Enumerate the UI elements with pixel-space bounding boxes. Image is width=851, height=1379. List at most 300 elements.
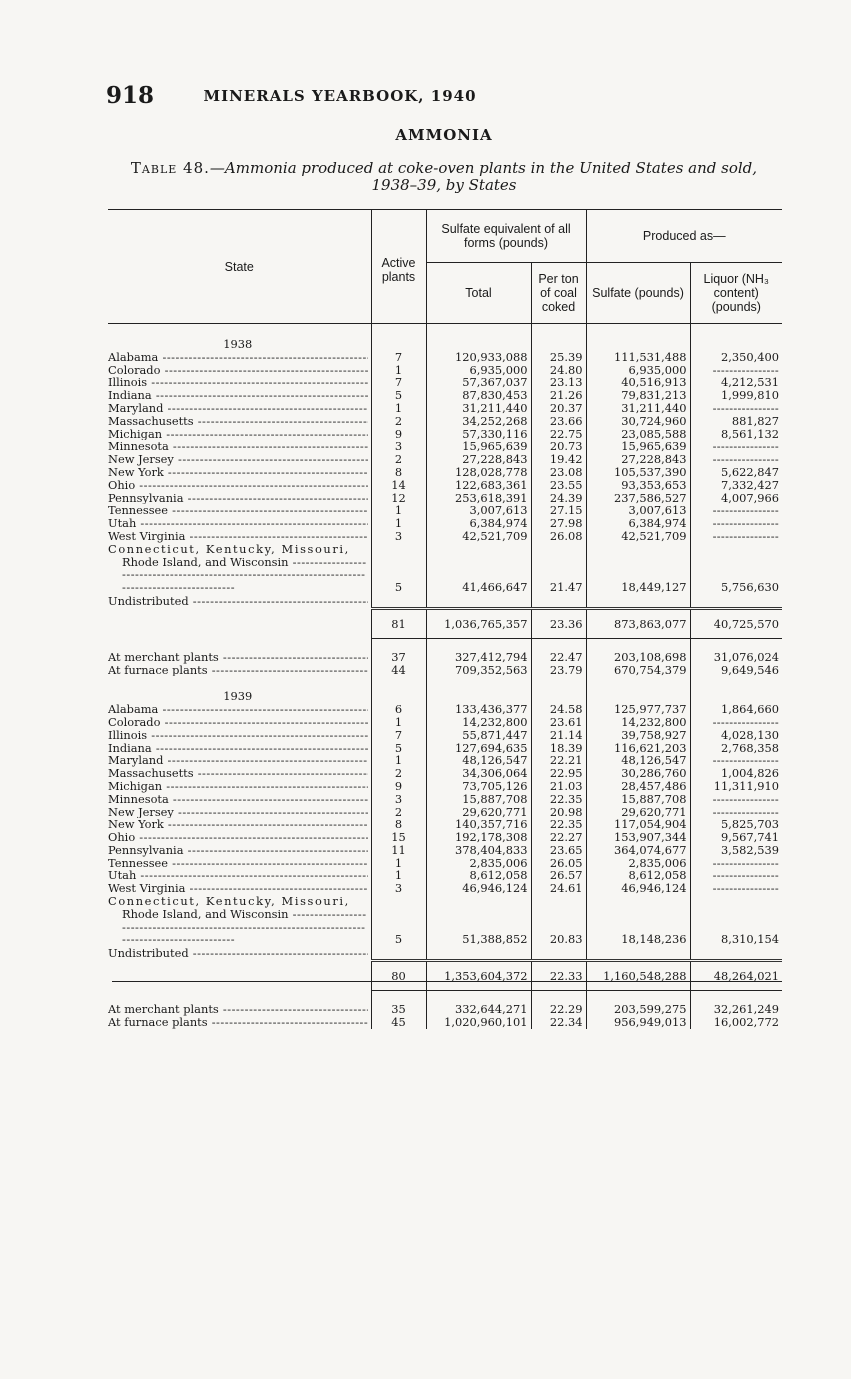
liquor-cell: 8,310,154 <box>690 895 782 946</box>
total-cell: 73,705,126 <box>426 780 531 793</box>
sulfate-cell: 40,516,913 <box>586 376 690 389</box>
state-cell <box>108 466 371 479</box>
per-ton-cell: 23.65 <box>531 844 586 857</box>
sulfate-cell: 105,537,390 <box>586 466 690 479</box>
state-row <box>108 806 782 819</box>
per-ton-cell: 23.55 <box>531 479 586 492</box>
total-plants-cell: 81 <box>371 608 426 638</box>
state-row <box>108 818 782 831</box>
sulfate-cell: 117,054,904 <box>586 818 690 831</box>
empty-cell <box>531 336 586 351</box>
empty-cell <box>426 991 531 1004</box>
empty-cell <box>426 676 531 688</box>
col-header-per-ton: Per ton of coal coked <box>531 263 586 324</box>
per-ton-cell: 22.27 <box>531 831 586 844</box>
liquor-cell-blank <box>690 364 782 377</box>
plants-cell: 14 <box>371 479 426 492</box>
total-cell: 34,252,268 <box>426 415 531 428</box>
undistributed-label-text: Undistributed ----- <box>108 595 368 608</box>
liquor-cell: 1,004,826 <box>690 767 782 780</box>
caption-text: —Ammonia produced at coke-oven plants in the United States and sold, 1938–39, by States <box>209 159 758 194</box>
dash-cell <box>426 946 531 960</box>
total-cell: 133,436,377 <box>426 703 531 716</box>
state-cell <box>108 818 371 831</box>
total-cell: 192,178,308 <box>426 831 531 844</box>
page-number: 918 <box>106 82 155 109</box>
sulfate-cell: 8,612,058 <box>586 869 690 882</box>
total-cell: 51,388,852 <box>426 895 531 946</box>
plants-cell: 9 <box>371 780 426 793</box>
spacer-row <box>108 638 782 651</box>
state-cell-text: Pennsylvania ----- <box>108 492 368 505</box>
liquor-cell: 7,332,427 <box>690 479 782 492</box>
liquor-cell-blank <box>690 869 782 882</box>
state-row <box>108 364 782 377</box>
leader-dashes <box>713 754 779 767</box>
state-cell-text: Alabama ----- <box>108 703 368 716</box>
furnace-plants-row <box>108 664 782 677</box>
sulfate-cell: 23,085,588 <box>586 428 690 441</box>
state-row <box>108 415 782 428</box>
total-sulfate-cell: 1,160,548,288 <box>586 961 690 991</box>
state-row <box>108 530 782 543</box>
total-per-ton-cell: 22.33 <box>531 961 586 991</box>
leader-dashes <box>713 857 779 870</box>
empty-cell <box>108 638 371 651</box>
total-cell: 2,835,006 <box>426 857 531 870</box>
state-cell <box>108 651 371 664</box>
ammonia-table-container <box>108 209 782 1029</box>
state-cell <box>108 440 371 453</box>
sulfate-cell: 14,232,800 <box>586 716 690 729</box>
empty-cell <box>108 991 371 1004</box>
col-header-liquor: Liquor (NH₃ content) (pounds) <box>690 263 782 324</box>
empty-cell <box>531 688 586 703</box>
caption-label: Table 48. <box>130 159 210 177</box>
sulfate-cell: 39,758,927 <box>586 729 690 742</box>
state-row <box>108 440 782 453</box>
liquor-cell-blank <box>690 754 782 767</box>
sulfate-cell: 6,384,974 <box>586 517 690 530</box>
empty-cell <box>426 336 531 351</box>
table-body <box>108 324 782 1029</box>
total-cell: 128,028,778 <box>426 466 531 479</box>
state-cell <box>108 530 371 543</box>
year-label: 1939 <box>108 688 371 703</box>
total-per-ton-cell: 23.36 <box>531 608 586 638</box>
sulfate-cell: 93,353,653 <box>586 479 690 492</box>
liquor-cell: 881,827 <box>690 415 782 428</box>
per-ton-cell: 26.57 <box>531 869 586 882</box>
empty-cell <box>426 638 531 651</box>
plants-cell: 1 <box>371 716 426 729</box>
empty-cell <box>586 688 690 703</box>
total-row <box>108 608 782 638</box>
liquor-cell: 11,311,910 <box>690 780 782 793</box>
dash-cell <box>371 594 426 608</box>
plants-cell: 2 <box>371 767 426 780</box>
total-cell: 31,211,440 <box>426 402 531 415</box>
per-ton-cell: 22.75 <box>531 428 586 441</box>
state-cell-text: Minnesota ----- <box>108 793 368 806</box>
other-states-row <box>108 895 782 946</box>
sulfate-cell: 30,286,760 <box>586 767 690 780</box>
plants-cell: 1 <box>371 504 426 517</box>
sulfate-cell: 79,831,213 <box>586 389 690 402</box>
year-heading-row <box>108 688 782 703</box>
state-cell <box>108 402 371 415</box>
total-cell: 140,357,716 <box>426 818 531 831</box>
state-cell-text: Illinois ----- <box>108 376 368 389</box>
sulfate-cell: 18,148,236 <box>586 895 690 946</box>
state-cell <box>108 767 371 780</box>
state-row <box>108 703 782 716</box>
plants-cell: 2 <box>371 806 426 819</box>
per-ton-cell: 22.21 <box>531 754 586 767</box>
state-cell-text: Colorado ----- <box>108 364 368 377</box>
state-cell <box>108 504 371 517</box>
sulfate-cell: 153,907,344 <box>586 831 690 844</box>
liquor-cell-blank <box>690 530 782 543</box>
empty-cell <box>371 324 426 337</box>
total-total-cell: 1,036,765,357 <box>426 608 531 638</box>
per-ton-cell: 21.14 <box>531 729 586 742</box>
undistributed-label <box>108 594 371 608</box>
plants-cell: 8 <box>371 466 426 479</box>
per-ton-cell: 22.95 <box>531 767 586 780</box>
total-cell: 120,933,088 <box>426 351 531 364</box>
plants-cell: 5 <box>371 895 426 946</box>
state-cell-text: At furnace plants ----- <box>108 664 368 677</box>
state-row <box>108 479 782 492</box>
plants-cell: 3 <box>371 440 426 453</box>
total-cell: 709,352,563 <box>426 664 531 677</box>
total-cell: 332,644,271 <box>426 1003 531 1016</box>
sulfate-cell: 6,935,000 <box>586 364 690 377</box>
other-states-line2: Rhode Island, and Wisconsin ----- <box>108 908 368 946</box>
sulfate-cell: 29,620,771 <box>586 806 690 819</box>
state-cell <box>108 479 371 492</box>
state-row <box>108 869 782 882</box>
other-states-line1: Connecticut, Kentucky, Missouri, <box>108 542 350 556</box>
state-cell <box>108 428 371 441</box>
plants-cell: 1 <box>371 364 426 377</box>
other-states-line1: Connecticut, Kentucky, Missouri, <box>108 895 350 909</box>
liquor-cell: 2,768,358 <box>690 742 782 755</box>
per-ton-cell: 22.34 <box>531 1016 586 1029</box>
plants-cell: 7 <box>371 729 426 742</box>
dash-cell <box>690 946 782 960</box>
liquor-cell: 5,825,703 <box>690 818 782 831</box>
sulfate-cell: 956,949,013 <box>586 1016 690 1029</box>
state-cell-text: At merchant plants ----- <box>108 1003 368 1016</box>
sulfate-cell: 31,211,440 <box>586 402 690 415</box>
per-ton-cell: 22.47 <box>531 651 586 664</box>
liquor-cell: 9,567,741 <box>690 831 782 844</box>
total-cell: 15,887,708 <box>426 793 531 806</box>
plants-cell: 1 <box>371 517 426 530</box>
liquor-cell: 5,756,630 <box>690 543 782 594</box>
leader-dashes <box>713 440 779 453</box>
total-total-cell: 1,353,604,372 <box>426 961 531 991</box>
total-cell: 48,126,547 <box>426 754 531 767</box>
empty-cell <box>371 991 426 1004</box>
state-row <box>108 402 782 415</box>
leader-dashes <box>713 364 779 377</box>
plants-cell: 45 <box>371 1016 426 1029</box>
state-cell <box>108 376 371 389</box>
sulfate-cell: 364,074,677 <box>586 844 690 857</box>
state-row <box>108 466 782 479</box>
liquor-cell: 1,999,810 <box>690 389 782 402</box>
sulfate-cell: 28,457,486 <box>586 780 690 793</box>
empty-cell <box>531 676 586 688</box>
liquor-cell-blank <box>690 453 782 466</box>
total-cell: 29,620,771 <box>426 806 531 819</box>
empty-cell <box>371 638 426 651</box>
per-ton-cell: 24.58 <box>531 703 586 716</box>
state-cell <box>108 729 371 742</box>
state-row <box>108 428 782 441</box>
leader-dashes <box>713 504 779 517</box>
sulfate-cell: 111,531,488 <box>586 351 690 364</box>
plants-cell: 9 <box>371 428 426 441</box>
total-plants-cell: 80 <box>371 961 426 991</box>
per-ton-cell: 25.39 <box>531 351 586 364</box>
state-cell-text: West Virginia ----- <box>108 530 368 543</box>
state-row <box>108 351 782 364</box>
state-row <box>108 504 782 517</box>
running-head: MINERALS YEARBOOK, 1940 <box>203 87 477 105</box>
per-ton-cell: 27.98 <box>531 517 586 530</box>
total-liquor-cell: 40,725,570 <box>690 608 782 638</box>
undistributed-label <box>108 946 371 960</box>
empty-cell <box>586 638 690 651</box>
plants-cell: 3 <box>371 882 426 895</box>
leader-dashes <box>713 793 779 806</box>
sulfate-cell: 42,521,709 <box>586 530 690 543</box>
state-cell-text: Tennessee ----- <box>108 504 368 517</box>
total-cell: 57,330,116 <box>426 428 531 441</box>
per-ton-cell: 26.08 <box>531 530 586 543</box>
liquor-cell-blank <box>690 857 782 870</box>
table-caption <box>106 160 782 194</box>
state-row <box>108 831 782 844</box>
state-cell-text: Michigan ----- <box>108 780 368 793</box>
dash-cell <box>531 946 586 960</box>
total-cell: 253,618,391 <box>426 492 531 505</box>
liquor-cell-blank <box>690 716 782 729</box>
dash-cell <box>371 946 426 960</box>
state-cell-text: Utah ----- <box>108 869 368 882</box>
total-cell: 327,412,794 <box>426 651 531 664</box>
total-cell: 46,946,124 <box>426 882 531 895</box>
state-cell-text: Minnesota ----- <box>108 440 368 453</box>
liquor-cell-blank <box>690 806 782 819</box>
state-row <box>108 729 782 742</box>
empty-cell <box>690 324 782 337</box>
dash-cell <box>586 594 690 608</box>
empty-cell <box>371 676 426 688</box>
plants-cell: 5 <box>371 389 426 402</box>
state-cell <box>108 754 371 767</box>
state-cell-text: Utah ----- <box>108 517 368 530</box>
spacer-row <box>108 676 782 688</box>
year-heading-row <box>108 336 782 351</box>
empty-cell <box>108 961 371 991</box>
per-ton-cell: 22.35 <box>531 793 586 806</box>
plants-cell: 7 <box>371 376 426 389</box>
per-ton-cell: 23.66 <box>531 415 586 428</box>
state-cell-text: Indiana ----- <box>108 389 368 402</box>
sulfate-cell: 27,228,843 <box>586 453 690 466</box>
leader-dashes <box>713 869 779 882</box>
sulfate-cell: 48,126,547 <box>586 754 690 767</box>
liquor-cell: 3,582,539 <box>690 844 782 857</box>
per-ton-cell: 23.61 <box>531 716 586 729</box>
state-cell-text: New York ----- <box>108 466 368 479</box>
plants-cell: 8 <box>371 818 426 831</box>
sulfate-cell: 18,449,127 <box>586 543 690 594</box>
total-cell: 3,007,613 <box>426 504 531 517</box>
state-cell-text: Illinois ----- <box>108 729 368 742</box>
state-cell <box>108 882 371 895</box>
per-ton-cell: 23.79 <box>531 664 586 677</box>
year-label: 1938 <box>108 336 371 351</box>
leader-dashes <box>713 517 779 530</box>
empty-cell <box>531 638 586 651</box>
empty-cell <box>690 336 782 351</box>
state-cell <box>108 831 371 844</box>
merchant-plants-row <box>108 1003 782 1016</box>
leader-dashes <box>713 882 779 895</box>
total-cell: 8,612,058 <box>426 869 531 882</box>
sulfate-cell: 15,965,639 <box>586 440 690 453</box>
per-ton-cell: 23.08 <box>531 466 586 479</box>
total-cell: 55,871,447 <box>426 729 531 742</box>
state-cell <box>108 793 371 806</box>
sulfate-cell: 3,007,613 <box>586 504 690 517</box>
state-cell <box>108 351 371 364</box>
per-ton-cell: 21.26 <box>531 389 586 402</box>
liquor-cell: 5,622,847 <box>690 466 782 479</box>
plants-cell: 2 <box>371 415 426 428</box>
state-cell-text: West Virginia ----- <box>108 882 368 895</box>
state-row <box>108 492 782 505</box>
state-cell <box>108 453 371 466</box>
ammonia-table <box>108 209 782 1029</box>
total-cell: 57,367,037 <box>426 376 531 389</box>
empty-cell <box>531 991 586 1004</box>
total-cell: 27,228,843 <box>426 453 531 466</box>
liquor-cell-blank <box>690 517 782 530</box>
leader-dashes <box>713 530 779 543</box>
plants-cell: 35 <box>371 1003 426 1016</box>
state-cell-text: Ohio ----- <box>108 831 368 844</box>
state-cell <box>108 844 371 857</box>
state-row <box>108 780 782 793</box>
total-cell: 6,935,000 <box>426 364 531 377</box>
state-cell <box>108 1003 371 1016</box>
per-ton-cell: 21.47 <box>531 543 586 594</box>
empty-cell <box>690 991 782 1004</box>
state-cell-text: New Jersey ----- <box>108 453 368 466</box>
state-cell <box>108 389 371 402</box>
sulfate-cell: 203,108,698 <box>586 651 690 664</box>
per-ton-cell: 21.03 <box>531 780 586 793</box>
undistributed-row <box>108 594 782 608</box>
per-ton-cell: 24.80 <box>531 364 586 377</box>
per-ton-cell: 19.42 <box>531 453 586 466</box>
plants-cell: 1 <box>371 754 426 767</box>
state-cell <box>108 664 371 677</box>
state-row <box>108 882 782 895</box>
leader-dashes <box>713 402 779 415</box>
empty-cell <box>586 991 690 1004</box>
spacer-row <box>108 991 782 1004</box>
col-header-produced-as: Produced as— <box>586 210 782 263</box>
plants-cell: 3 <box>371 530 426 543</box>
plants-cell: 6 <box>371 703 426 716</box>
state-cell <box>108 517 371 530</box>
per-ton-cell: 27.15 <box>531 504 586 517</box>
spacer-row <box>108 324 782 337</box>
sulfate-cell: 2,835,006 <box>586 857 690 870</box>
empty-cell <box>108 324 371 337</box>
total-sulfate-cell: 873,863,077 <box>586 608 690 638</box>
plants-cell: 37 <box>371 651 426 664</box>
plants-cell: 3 <box>371 793 426 806</box>
per-ton-cell: 26.05 <box>531 857 586 870</box>
empty-cell <box>426 324 531 337</box>
sulfate-cell: 203,599,275 <box>586 1003 690 1016</box>
state-cell <box>108 780 371 793</box>
other-states-cell <box>108 895 371 946</box>
state-cell-text: Tennessee ----- <box>108 857 368 870</box>
liquor-cell: 8,561,132 <box>690 428 782 441</box>
dash-cell <box>426 594 531 608</box>
state-row <box>108 517 782 530</box>
state-row <box>108 389 782 402</box>
empty-cell <box>586 336 690 351</box>
state-cell <box>108 869 371 882</box>
per-ton-cell: 22.29 <box>531 1003 586 1016</box>
total-cell: 41,466,647 <box>426 543 531 594</box>
state-cell <box>108 806 371 819</box>
per-ton-cell: 20.73 <box>531 440 586 453</box>
empty-cell <box>371 336 426 351</box>
state-cell <box>108 703 371 716</box>
state-cell-text: At furnace plants ----- <box>108 1016 368 1029</box>
plants-cell: 7 <box>371 351 426 364</box>
state-cell-text: Maryland ----- <box>108 402 368 415</box>
liquor-cell-blank <box>690 504 782 517</box>
empty-cell <box>690 676 782 688</box>
per-ton-cell: 22.35 <box>531 818 586 831</box>
liquor-cell: 2,350,400 <box>690 351 782 364</box>
plants-cell: 1 <box>371 869 426 882</box>
plants-cell: 2 <box>371 453 426 466</box>
total-cell: 34,306,064 <box>426 767 531 780</box>
total-cell: 6,384,974 <box>426 517 531 530</box>
leader-dashes <box>713 806 779 819</box>
state-cell <box>108 1016 371 1029</box>
state-cell-text: Massachusetts ----- <box>108 415 368 428</box>
bottom-rule <box>112 981 782 982</box>
liquor-cell: 32,261,249 <box>690 1003 782 1016</box>
state-cell <box>108 415 371 428</box>
undistributed-label-text: Undistributed ----- <box>108 947 368 960</box>
